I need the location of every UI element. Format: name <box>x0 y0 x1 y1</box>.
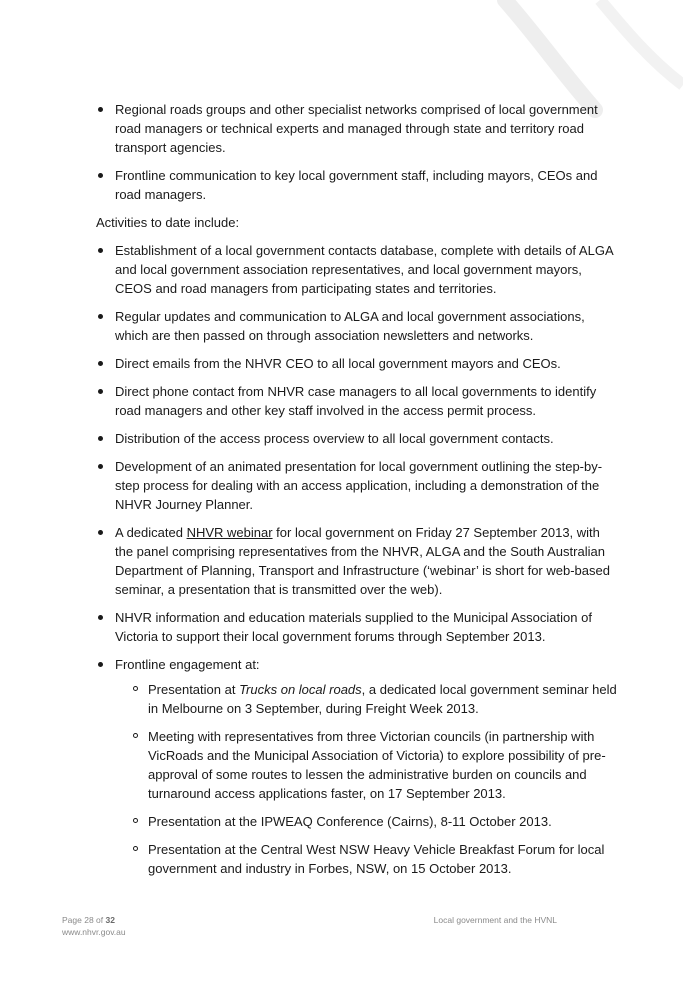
list-item: Development of an animated presentation for local government outlining the step-by-step process for dealing with an access application, including a demonstration of the NHVR Journey Planner. <box>96 457 620 514</box>
bullet-icon <box>98 615 103 620</box>
hollow-bullet-icon <box>133 846 138 851</box>
activities-list <box>96 241 620 878</box>
list-item: Direct emails from the NHVR CEO to all local government mayors and CEOs. <box>96 354 620 373</box>
list-item: Establishment of a local government contacts database, complete with details of ALGA and local government association representatives, and local government mayors, CEOS and road managers from participating states and territories. <box>96 241 620 298</box>
bullet-icon <box>98 173 103 178</box>
list-item: Frontline communication to key local government staff, including mayors, CEOs and road managers. <box>96 166 620 204</box>
bullet-icon <box>98 530 103 535</box>
sub-list-item: Presentation at Trucks on local roads, a dedicated local government seminar held in Melbourne on 3 September, during Freight Week 2013. <box>115 680 620 718</box>
list-item: Distribution of the access process overview to all local government contacts. <box>96 429 620 448</box>
sub-list-item: Meeting with representatives from three Victorian councils (in partnership with VicRoads and the Municipal Association of Victoria) to explore possibility of pre-approval of some routes to lessen the administrative burden on councils and turnaround access applications faster, on 17 September 2013. <box>115 727 620 803</box>
list-item: Regular updates and communication to ALGA and local government associations, which are then passed on through association newsletters and networks. <box>96 307 620 345</box>
footer-section-title: Local government and the HVNL <box>433 915 557 925</box>
list-item: Direct phone contact from NHVR case managers to all local governments to identify road managers and other key staff involved in the access permit process. <box>96 382 620 420</box>
page-number: Page 28 of 32 <box>62 915 115 925</box>
hollow-bullet-icon <box>133 733 138 738</box>
top-bullet-list <box>96 100 620 204</box>
list-item: NHVR information and education materials supplied to the Municipal Association of Victoria to support their local government forums through September 2013. <box>96 608 620 646</box>
bullet-icon <box>98 248 103 253</box>
bullet-icon <box>98 436 103 441</box>
list-item-frontline: Frontline engagement at: Presentation at Trucks on local roads, a dedicated local government seminar held in Melbourne on 3 September, during Freight Week 2013. Meeting with representatives from three Victorian councils (in partnership with VicRoads and the Municipal Association of Victoria) to explore possibility of pre-approval of some routes to lessen the administrative burden on councils and turnaround access applications faster, on 17 September 2013. Presentation at the IPWEAQ Conference (Cairns), 8-11 October 2013. Presentation at the Central West NSW Heavy Vehicle Breakfast Forum for local government and industry in Forbes, NSW, on 15 October 2013. <box>96 655 620 878</box>
frontline-sub-list <box>115 680 620 878</box>
activities-heading: Activities to date include: <box>96 215 240 230</box>
footer-page-info <box>62 914 126 938</box>
bullet-icon <box>98 107 103 112</box>
hollow-bullet-icon <box>133 686 138 691</box>
website-url: www.nhvr.gov.au <box>62 927 126 937</box>
sub-list-item: Presentation at the Central West NSW Heavy Vehicle Breakfast Forum for local government and industry in Forbes, NSW, on 15 October 2013. <box>115 840 620 878</box>
hollow-bullet-icon <box>133 818 138 823</box>
list-item-webinar: A dedicated NHVR webinar for local government on Friday 27 September 2013, with the panel comprising representatives from the NHVR, ALGA and the South Australian Department of Planning, Transport and Infrastructure (‘webinar’ is short for web-based seminar, a presentation that is transmitted over the web). <box>96 523 620 599</box>
bullet-icon <box>98 389 103 394</box>
bullet-icon <box>98 314 103 319</box>
sub-list-item: Presentation at the IPWEAQ Conference (Cairns), 8-11 October 2013. <box>115 812 620 831</box>
document-body <box>96 100 620 887</box>
bullet-icon <box>98 464 103 469</box>
bullet-icon <box>98 662 103 667</box>
bullet-icon <box>98 361 103 366</box>
list-item: Regional roads groups and other specialist networks comprised of local government road managers or technical experts and managed through state and territory road transport agencies. <box>96 100 620 157</box>
nhvr-webinar-link[interactable]: NHVR webinar <box>186 525 273 540</box>
